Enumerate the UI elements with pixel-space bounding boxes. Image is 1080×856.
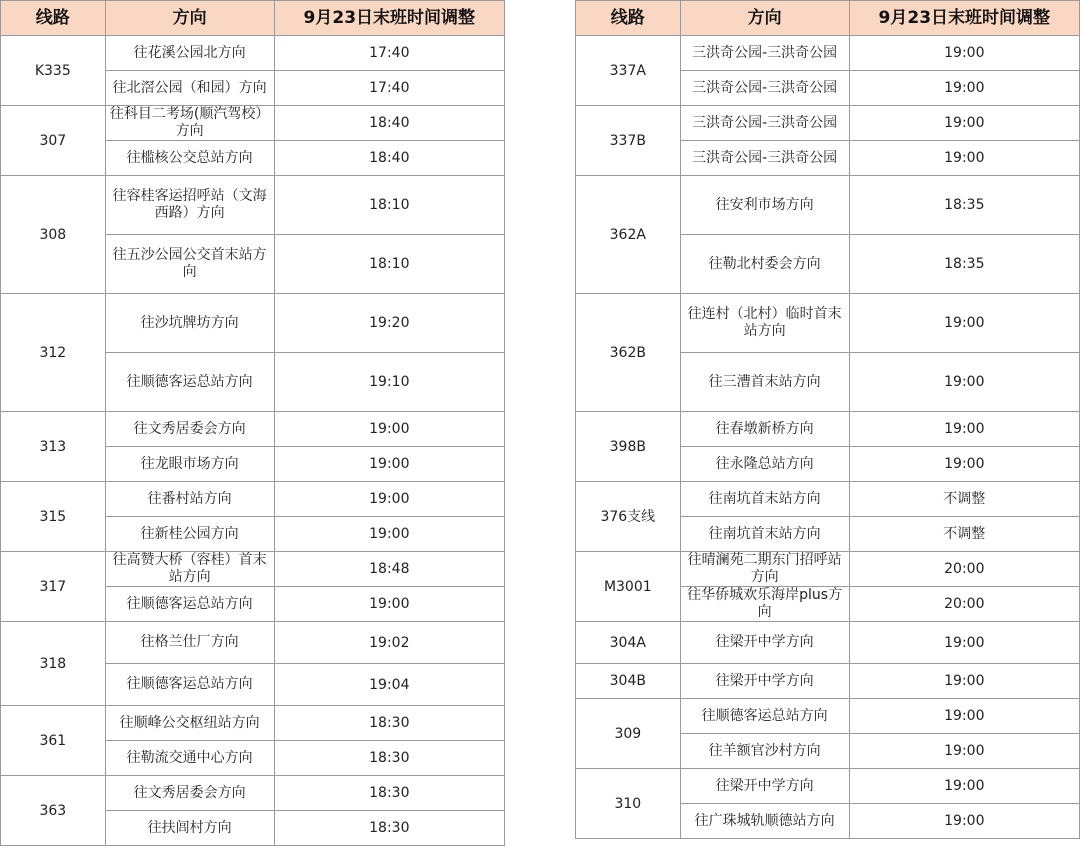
route-cell: 315 <box>1 482 106 552</box>
direction-cell: 往三漕首末站方向 <box>680 353 849 412</box>
direction-cell: 往晴澜苑二期东门招呼站方向 <box>680 552 849 587</box>
table-row <box>576 106 1080 141</box>
time-cell: 18:30 <box>274 741 504 776</box>
route-cell: 362A <box>576 176 681 294</box>
route-cell: 318 <box>1 622 106 706</box>
time-cell: 19:00 <box>849 734 1079 769</box>
time-cell: 18:30 <box>274 706 504 741</box>
time-cell: 不调整 <box>849 482 1079 517</box>
direction-cell: 往南坑首末站方向 <box>680 482 849 517</box>
direction-cell: 往顺德客运总站方向 <box>680 699 849 734</box>
direction-cell: 往新桂公园方向 <box>105 517 274 552</box>
route-cell: 317 <box>1 552 106 622</box>
table-row <box>1 482 505 517</box>
time-cell: 17:40 <box>274 71 504 106</box>
table-row <box>1 412 505 447</box>
direction-cell: 往顺德客运总站方向 <box>105 587 274 622</box>
direction-cell: 往南坑首末站方向 <box>680 517 849 552</box>
time-cell: 19:00 <box>849 294 1079 353</box>
direction-cell: 往科目二考场(顺汽驾校）方向 <box>105 106 274 141</box>
direction-cell: 往勒北村委会方向 <box>680 235 849 294</box>
direction-cell: 往沙坑牌坊方向 <box>105 294 274 353</box>
route-cell: 304B <box>576 664 681 699</box>
table-row <box>1 176 505 235</box>
table-row <box>1 36 505 71</box>
route-cell: 312 <box>1 294 106 412</box>
time-cell: 19:00 <box>849 622 1079 664</box>
table-row <box>576 622 1080 664</box>
table-row <box>1 106 505 141</box>
direction-cell: 往五沙公园公交首末站方向 <box>105 235 274 294</box>
direction-cell: 往梁开中学方向 <box>680 622 849 664</box>
direction-cell: 三洪奇公园-三洪奇公园 <box>680 36 849 71</box>
direction-cell: 往春墩新桥方向 <box>680 412 849 447</box>
direction-cell: 往番村站方向 <box>105 482 274 517</box>
direction-cell: 往连村（北村）临时首末站方向 <box>680 294 849 353</box>
time-cell: 19:02 <box>274 622 504 664</box>
header-direction: 方向 <box>680 1 849 36</box>
route-cell: 310 <box>576 769 681 839</box>
time-cell: 19:00 <box>849 106 1079 141</box>
direction-cell: 往龙眼市场方向 <box>105 447 274 482</box>
route-cell: 308 <box>1 176 106 294</box>
header-time: 9月23日末班时间调整 <box>849 1 1079 36</box>
table-row <box>1 706 505 741</box>
time-cell: 19:00 <box>274 482 504 517</box>
time-cell: 20:00 <box>849 587 1079 622</box>
route-cell: 376支线 <box>576 482 681 552</box>
table-row <box>1 622 505 664</box>
time-cell: 18:40 <box>274 141 504 176</box>
header-route: 线路 <box>1 1 106 36</box>
direction-cell: 三洪奇公园-三洪奇公园 <box>680 71 849 106</box>
time-cell: 18:10 <box>274 235 504 294</box>
direction-cell: 三洪奇公园-三洪奇公园 <box>680 106 849 141</box>
route-cell: 337A <box>576 36 681 106</box>
route-cell: 304A <box>576 622 681 664</box>
time-cell: 19:00 <box>849 769 1079 804</box>
time-cell: 18:30 <box>274 776 504 811</box>
direction-cell: 往顺峰公交枢纽站方向 <box>105 706 274 741</box>
time-cell: 19:10 <box>274 353 504 412</box>
table-row <box>576 294 1080 353</box>
table-row <box>576 664 1080 699</box>
direction-cell: 往文秀居委会方向 <box>105 412 274 447</box>
direction-cell: 往梁开中学方向 <box>680 664 849 699</box>
table-row <box>576 552 1080 587</box>
route-cell: K335 <box>1 36 106 106</box>
direction-cell: 往扶闾村方向 <box>105 811 274 846</box>
direction-cell: 往容桂客运招呼站（文海西路）方向 <box>105 176 274 235</box>
header-row <box>1 1 505 36</box>
table-row <box>1 776 505 811</box>
table-row <box>1 294 505 353</box>
table-body <box>576 36 1080 839</box>
table-row <box>576 176 1080 235</box>
header-row <box>576 1 1080 36</box>
route-cell: 313 <box>1 412 106 482</box>
route-cell: 337B <box>576 106 681 176</box>
direction-cell: 往花溪公园北方向 <box>105 36 274 71</box>
time-cell: 不调整 <box>849 517 1079 552</box>
direction-cell: 往广珠城轨顺德站方向 <box>680 804 849 839</box>
time-cell: 18:35 <box>849 235 1079 294</box>
time-cell: 19:00 <box>274 517 504 552</box>
route-cell: 398B <box>576 412 681 482</box>
time-cell: 20:00 <box>849 552 1079 587</box>
direction-cell: 往安利市场方向 <box>680 176 849 235</box>
direction-cell: 往顺德客运总站方向 <box>105 353 274 412</box>
direction-cell: 往格兰仕厂方向 <box>105 622 274 664</box>
time-cell: 18:35 <box>849 176 1079 235</box>
time-cell: 19:00 <box>849 141 1079 176</box>
direction-cell: 往羊额官沙村方向 <box>680 734 849 769</box>
time-cell: 19:00 <box>849 699 1079 734</box>
time-cell: 19:00 <box>849 353 1079 412</box>
time-cell: 18:30 <box>274 811 504 846</box>
direction-cell: 三洪奇公园-三洪奇公园 <box>680 141 849 176</box>
time-cell: 19:00 <box>849 447 1079 482</box>
time-cell: 18:48 <box>274 552 504 587</box>
time-cell: 19:00 <box>274 587 504 622</box>
direction-cell: 往槛核公交总站方向 <box>105 141 274 176</box>
table-row <box>576 412 1080 447</box>
header-direction: 方向 <box>105 1 274 36</box>
direction-cell: 往北滘公园（和园）方向 <box>105 71 274 106</box>
table-row <box>576 36 1080 71</box>
time-cell: 19:00 <box>849 71 1079 106</box>
schedule-table-left <box>0 0 505 846</box>
header-route: 线路 <box>576 1 681 36</box>
route-cell: 363 <box>1 776 106 846</box>
time-cell: 19:00 <box>274 412 504 447</box>
route-cell: 309 <box>576 699 681 769</box>
direction-cell: 往华侨城欢乐海岸plus方向 <box>680 587 849 622</box>
time-cell: 19:04 <box>274 664 504 706</box>
schedule-table-right <box>575 0 1080 839</box>
time-cell: 18:10 <box>274 176 504 235</box>
time-cell: 19:00 <box>849 412 1079 447</box>
table-row <box>1 552 505 587</box>
time-cell: 19:20 <box>274 294 504 353</box>
time-cell: 19:00 <box>274 447 504 482</box>
table-body <box>1 36 505 846</box>
direction-cell: 往高赞大桥（容桂）首末站方向 <box>105 552 274 587</box>
time-cell: 18:40 <box>274 106 504 141</box>
time-cell: 19:00 <box>849 804 1079 839</box>
direction-cell: 往顺德客运总站方向 <box>105 664 274 706</box>
route-cell: 362B <box>576 294 681 412</box>
time-cell: 19:00 <box>849 664 1079 699</box>
table-row <box>576 769 1080 804</box>
time-cell: 19:00 <box>849 36 1079 71</box>
route-cell: M3001 <box>576 552 681 622</box>
header-time: 9月23日末班时间调整 <box>274 1 504 36</box>
route-cell: 307 <box>1 106 106 176</box>
direction-cell: 往文秀居委会方向 <box>105 776 274 811</box>
direction-cell: 往梁开中学方向 <box>680 769 849 804</box>
table-row <box>576 482 1080 517</box>
direction-cell: 往勒流交通中心方向 <box>105 741 274 776</box>
time-cell: 17:40 <box>274 36 504 71</box>
table-row <box>576 699 1080 734</box>
route-cell: 361 <box>1 706 106 776</box>
direction-cell: 往永隆总站方向 <box>680 447 849 482</box>
